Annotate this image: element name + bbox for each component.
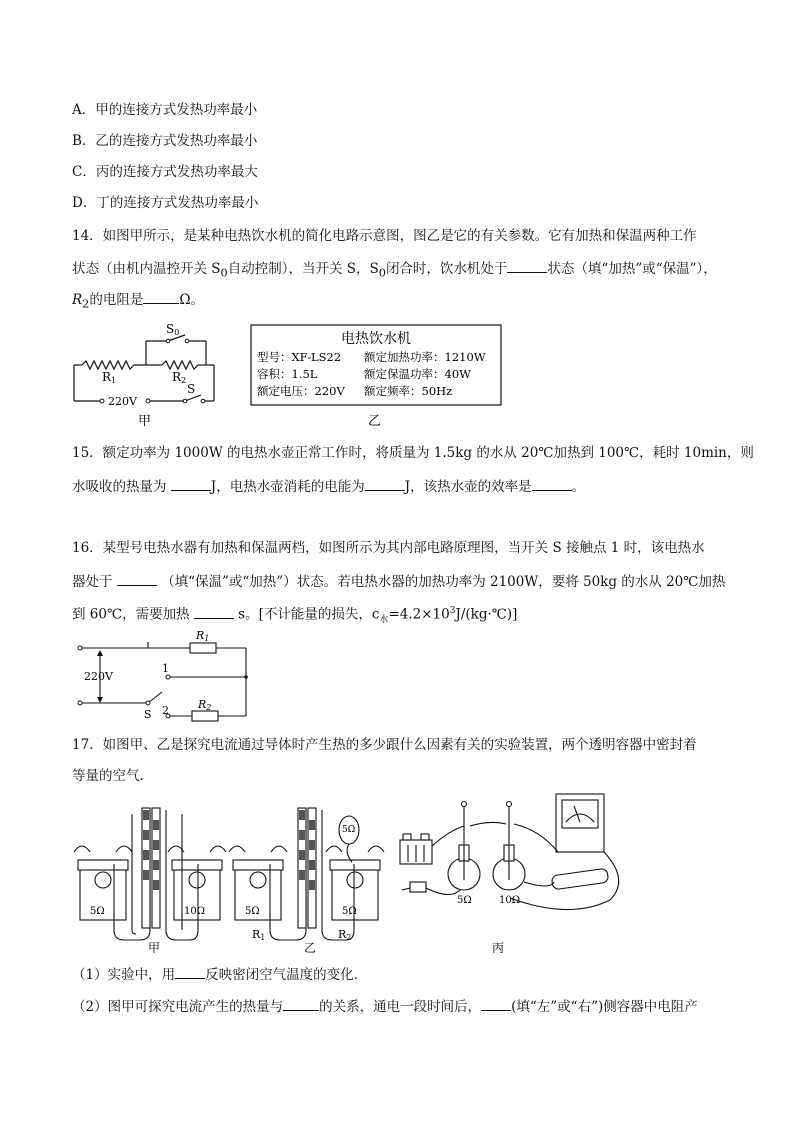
fig-yi-caption: 乙 — [304, 941, 317, 955]
fig-yi-r1-label: R1 — [252, 928, 266, 942]
fig-yi-left-label: 5Ω — [245, 906, 260, 917]
q15-blank-energy[interactable] — [365, 476, 405, 491]
q16-r1-resistor — [190, 643, 216, 653]
q16-circuit-diagram — [70, 628, 260, 724]
q15-line1: 15．额定功率为 1000W 的电热水壶正常工作时，将质量为 1.5kg 的水从 20℃加热到 100℃，耗时 10min，则 — [72, 445, 754, 461]
q14-circuit-diagram — [66, 318, 226, 430]
label-s: S — [187, 382, 196, 396]
option-a: A．甲的连接方式发热功率最小 — [72, 102, 258, 118]
q15-line2: 水吸收的热量为 J，电热水壶消耗的电能为 J，该热水壶的效率是 。 — [72, 476, 585, 496]
fig-bing-right-label: 10Ω — [499, 895, 521, 906]
q17-line2: 等量的空气． — [72, 768, 153, 784]
q15-blank-heat[interactable] — [171, 476, 211, 491]
table-capacity: 容积：1.5L — [257, 367, 318, 381]
q14-blank-state[interactable] — [507, 258, 547, 273]
q16-label-r1: R1 — [196, 629, 210, 643]
q17-blank-side[interactable] — [481, 996, 511, 1011]
q14-line1: 14．如图甲所示，是某种电热饮水机的简化电路示意图，图乙是它的有关参数。它有加热和保温两种工作 — [72, 228, 697, 244]
table-keep-power: 额定保温功率：40W — [364, 367, 471, 381]
q16-contact-1: 1 — [162, 662, 169, 675]
fig-yi-extra-label: 5Ω — [342, 825, 356, 835]
q14-line3: $R_2$的电阻是 Ω。 — [72, 289, 204, 314]
fig-jia-apparatus — [74, 808, 226, 940]
q17-sub2: （2）图甲可探究电流产生的热量与 的关系，通电一段时间后， (填“左”或“右”)侧容器中电阻产 — [72, 996, 698, 1016]
q16-r2-resistor — [192, 711, 218, 721]
label-220v: 220V — [108, 395, 137, 408]
q17-experiment-figure — [70, 790, 640, 958]
q14-blank-resistance[interactable] — [143, 289, 179, 304]
q17-line1: 17．如图甲、乙是探究电流通过导体时产生热的多少跟什么因素有关的实验装置，两个透明容器中密封着 — [72, 737, 697, 753]
q15-blank-efficiency[interactable] — [532, 476, 572, 491]
caption-yi: 乙 — [368, 414, 382, 429]
label-s0: S0 — [166, 322, 180, 337]
q16-label-r2: R2 — [198, 698, 212, 712]
q16-line3: 到 60℃，需要加热 s。[不计能量的损失，$c_水=4.2\times 10^3J/(kg\cdot℃)$] — [72, 602, 517, 629]
label-r2: R2 — [172, 370, 187, 385]
r2-resistor — [162, 361, 198, 369]
q16-label-220v: 220V — [84, 670, 113, 683]
caption-jia: 甲 — [138, 414, 152, 429]
q16-switch-s: S — [144, 708, 152, 721]
q16-contact-2: 2 — [162, 704, 169, 717]
q17-blank-relation[interactable] — [283, 996, 319, 1011]
q17-sub1: （1）实验中，用 反映密闭空气温度的变化． — [72, 964, 367, 984]
table-frequency: 额定频率：50Hz — [364, 384, 453, 398]
q14-line2: 状态（由机内温控开关 $S_0$自动控制），当开关 S，$S_0$闭合时，饮水机处于 状态（填“加热”或“保温”）， — [72, 258, 717, 283]
table-heat-power: 额定加热功率：1210W — [364, 350, 486, 364]
q16-blank-time[interactable] — [194, 604, 234, 619]
fig-yi-apparatus — [229, 808, 384, 940]
table-model: 型号：XF-LS22 — [257, 350, 342, 364]
table-title: 电热饮水机 — [341, 331, 411, 347]
q17-blank-indicator[interactable] — [175, 964, 205, 979]
q16-blank-state[interactable] — [117, 571, 157, 586]
q14-parameter-table — [248, 323, 504, 431]
table-voltage: 额定电压：220V — [257, 384, 345, 398]
fig-yi-right-label: 5Ω — [342, 906, 357, 917]
option-b: B．乙的连接方式发热功率最小 — [72, 133, 258, 149]
fig-jia-left-label: 5Ω — [90, 906, 105, 917]
fig-jia-caption: 甲 — [148, 941, 161, 955]
label-r1: R1 — [102, 370, 117, 385]
fig-yi-r2-label: R2 — [338, 928, 352, 942]
r1-resistor — [82, 361, 134, 369]
q16-line1: 16．某型号电热水器有加热和保温两档，如图所示为其内部电路原理图，当开关 S 接触点 1 时，该电热水 — [72, 540, 705, 556]
fig-bing-caption: 丙 — [492, 941, 505, 955]
fig-bing-left-label: 5Ω — [457, 895, 472, 906]
fig-bing-apparatus — [400, 794, 619, 910]
option-c: C．丙的连接方式发热功率最大 — [72, 164, 258, 180]
option-d: D．丁的连接方式发热功率最小 — [72, 195, 259, 211]
fig-jia-right-label: 10Ω — [184, 906, 206, 917]
q16-line2: 器处于 （填“保温”或“加热”）状态。若电热水器的加热功率为 2100W，要将 50kg 的水从 20℃加热 — [72, 571, 725, 591]
